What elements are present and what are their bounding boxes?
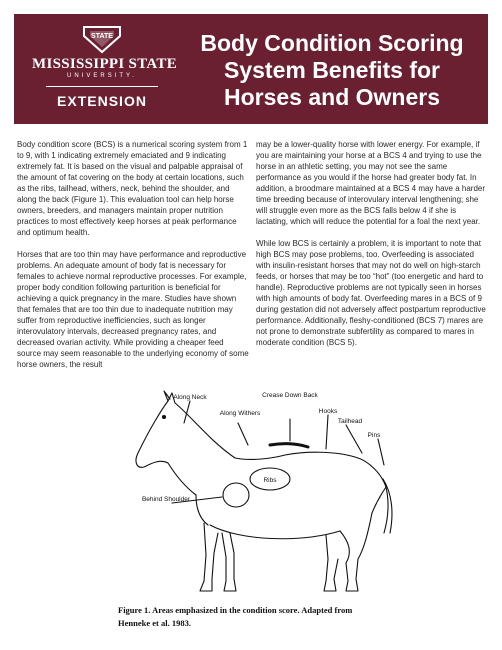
thin-horses-paragraph: Horses that are too thin may have performance and reproductive problems. An adequate amount of body fat is necessary for females to achieve normal reproductive processes. For example, proper body condition following parturition is beneficial for achieving a quick pregnancy in the mare. Studies have shown that females that are too thin due to inadequate nutrition may suffer from reproductive inefficiencies, such as longer interovulatory intervals, decreased pregnancy rates, and decreased ovarian activity. While providing a cheaper feed source may seem reasonable to the underlying economy of some horse owners, the result	[17, 250, 249, 369]
label-ribs: Ribs	[263, 477, 277, 484]
shield-text: STATE	[91, 33, 113, 40]
logo-university: UNIVERSITY.	[67, 73, 137, 79]
page-title	[182, 30, 482, 111]
performance-paragraph: may be a lower-quality horse with lower energy. For example, if you are maintaining your horse at a BCS 4 and trying to use the horse in an athletic setting, you may not see the same performance as you would if the horse had greater body fat. In addition, a broodmare maintained at a BCS 4 may have a harder time breeding because of interovulary interval lengthening; she will struggle even more as the BCS falls below 4 if she is lactating, which will reduce the potential for a foal the next year.	[256, 140, 486, 226]
msu-shield-icon	[80, 24, 124, 54]
right-column	[256, 139, 488, 359]
figure-caption	[118, 604, 418, 630]
caption-line-1: Figure 1. Areas emphasized in the condition score. Adapted from	[118, 605, 353, 615]
horse-illustration	[100, 383, 400, 603]
title-line-1: Body Condition Scoring	[200, 30, 464, 56]
left-column	[17, 139, 249, 381]
label-crease-down-back: Crease Down Back	[262, 392, 318, 399]
label-along-withers: Along Withers	[219, 410, 261, 417]
label-behind-shoulder: Behind Shoulder	[141, 496, 191, 503]
caption-line-2: Henneke et al. 1983.	[118, 618, 191, 628]
label-pins: Pins	[367, 432, 381, 439]
intro-paragraph: Body condition score (BCS) is a numerical scoring system from 1 to 9, with 1 indicating extremely emaciated and 9 indicating extremely fat. It is based on the visual and palpable appraisal of the amount of fat covering on the body at certain locations, such as the ribs, tailhead, withers, neck, behind the shoulder, and along the back (Figure 1). This evaluation tool can help horse owners, breeders, and managers maintain proper nutrition practices to most effectively keep horses at peak performance and optimum health.	[17, 140, 248, 237]
label-tailhead: Tailhead	[337, 418, 363, 425]
horse-figure	[100, 383, 400, 603]
msu-extension-logo[interactable]	[32, 22, 178, 118]
high-bcs-paragraph: While low BCS is certainly a problem, it is important to note that high BCS may pose problems, too. Overfeeding is associated with insulin-resistant horses that may not do well on high-starch feeds, or horses that may be too “hot” (too energetic and hard to handle). Reproductive problems are not typically seen in horses with high amounts of body fat. Overfeeding mares in a BCS of 9 during gestation did not adversely affect postpartum reproductive performance. Additionally, fleshy-conditioned (BCS 7) mares are not prone to demonstrate subfertility as compared to mares in moderate condition (BCS 5).	[256, 239, 486, 347]
title-line-3: Horses and Owners	[223, 84, 441, 110]
header-banner	[14, 14, 488, 124]
label-hooks: Hooks	[318, 408, 338, 415]
title-line-2: System Benefits for	[223, 57, 440, 83]
logo-divider	[46, 86, 158, 87]
logo-name: MISSISSIPPI STATE	[32, 56, 178, 72]
label-along-neck: Along Neck	[173, 394, 207, 401]
logo-extension: EXTENSION	[57, 93, 147, 109]
